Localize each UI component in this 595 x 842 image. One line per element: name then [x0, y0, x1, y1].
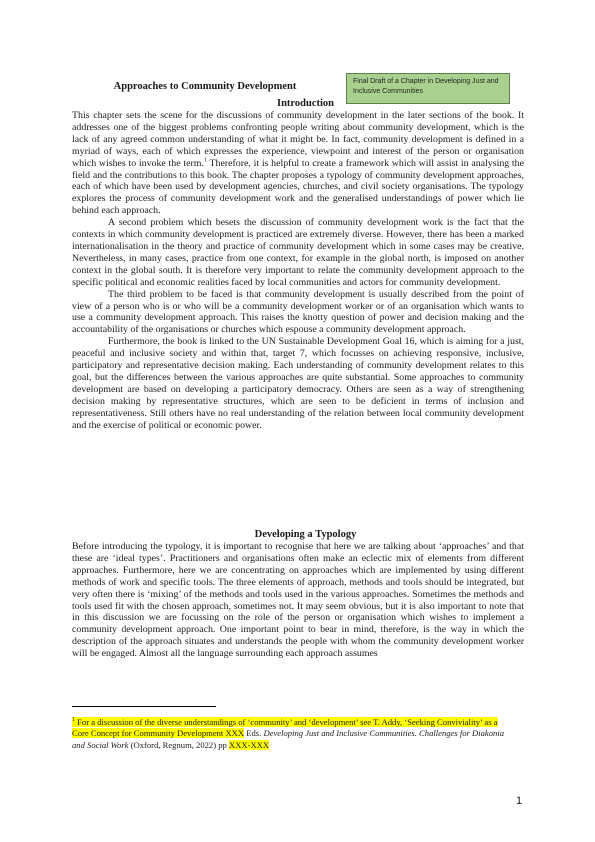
- introduction-body: [72, 110, 524, 431]
- footnote-editors-text: Eds.: [244, 728, 264, 739]
- footnote-highlight-text: For a discussion of the diverse understandings of ‘community’ and ‘development’ see T. Addy, ‘Seeking Conviviality’ as a Core Concept for Community Development XXX: [72, 717, 498, 739]
- introduction-paragraph-2: A second problem which besets the discussion of community development work is the fact that the contexts in which community development is practiced are extremely diverse. However, there has been a marked internationalisation in the theory and practice of community development which in some cases may be creative. Nevertheless, in many cases, practice from one context, for example in the global north, is imposed on another context in the global south. It is therefore very important to relate the community development approach to the specific political and economic realities faced by local communities and actors for community development.: [72, 217, 524, 288]
- footnote-book-title: Developing Just and Inclusive Communities. Challenges for Diakonia and Social Work: [72, 728, 505, 750]
- footnote-separator: [72, 706, 216, 707]
- introduction-paragraph-3: The third problem to be faced is that community development is usually described from the point of view of a person who is or who will be a community development worker or of an organisation which wants to use a community development approach. This raises the knotty question of power and decision making and the accountability of the organisations or churches which espouse a community development approach.: [72, 288, 524, 336]
- page-number: 1: [516, 795, 523, 807]
- footnote-reference[interactable]: 1: [203, 157, 207, 164]
- footnote: [72, 717, 512, 751]
- introduction-paragraph-1-part-a: This chapter sets the scene for the discussions of community development in the later sections of the book. It addresses one of the biggest problems confronting people writing about community development, which is the lack of any agreed common understanding of what it might be. In fact, community development is defined in a myriad of ways, each of which expresses the experience, viewpoint and interest of the person or organisation which wishes to invoke the term.: [72, 110, 524, 169]
- typology-heading: Developing a Typology: [254, 529, 357, 540]
- typology-body: [72, 541, 524, 660]
- chapter-title: Approaches to Community Development: [113, 81, 297, 92]
- introduction-heading: Introduction: [277, 98, 334, 109]
- introduction-paragraph-4: Furthermore, the book is linked to the UN Sustainable Development Goal 16, which is aiming for a just, peaceful and inclusive society and within that, target 7, which focusses on achieving responsive, inclusive, participatory and representative decision making. Each understanding of community development relates to this goal, but the differences between the various approaches are quite substantial. Some approaches to community development are based on developing a participatory democracy. Others are seen as a way of strengthening decision making by representative structures, which are seen to be deficient in terms of inclusion and representativeness. Still others have no real understanding of the relation between local community development and the exercise of political or economic power.: [72, 336, 524, 431]
- typology-paragraph-1: Before introducing the typology, it is important to recognise that here we are talking about ‘approaches’ and that these are ‘ideal types’. Practitioners and organisations often make an eclectic mix of elements from different approaches. Furthermore, here we are concentrating on approaches which are implemented by using different methods of work and specific tools. The three elements of approach, methods and tools should be integrated, but very often there is ‘mixing’ of the methods and tools used in the various approaches. Sometimes the methods and tools used fit with the chosen approach, sometimes not. It may seem obvious, but it is also important to note that in this discussion we are focussing on the role of the person or organisation which wishes to implement a community development approach. One important point to bear in mind, therefore, is the way in which the description of the approach situates and understands the people with whom the community development worker will be engaged. Almost all the language surrounding each approach assumes: [72, 541, 524, 660]
- footnote-publisher-text: (Oxford, Regnum, 2022) pp: [128, 739, 229, 750]
- introduction-paragraph-1: [72, 110, 524, 217]
- footnote-number: 1: [72, 717, 75, 724]
- draft-note-text: Final Draft of a Chapter in Developing Just and Inclusive Communities: [353, 78, 499, 95]
- footnote-page-range: XXX-XXX: [229, 739, 270, 750]
- introduction-paragraph-1-part-b: Therefore, it is helpful to create a framework which will assist in analysing the field and the contributions to this book. The chapter proposes a typology of community development approaches, each of which have been used by development agencies, churches, and civil society organisations. The typology explores the process of community development work and the generalised understandings of power which lie behind each approach.: [72, 157, 524, 217]
